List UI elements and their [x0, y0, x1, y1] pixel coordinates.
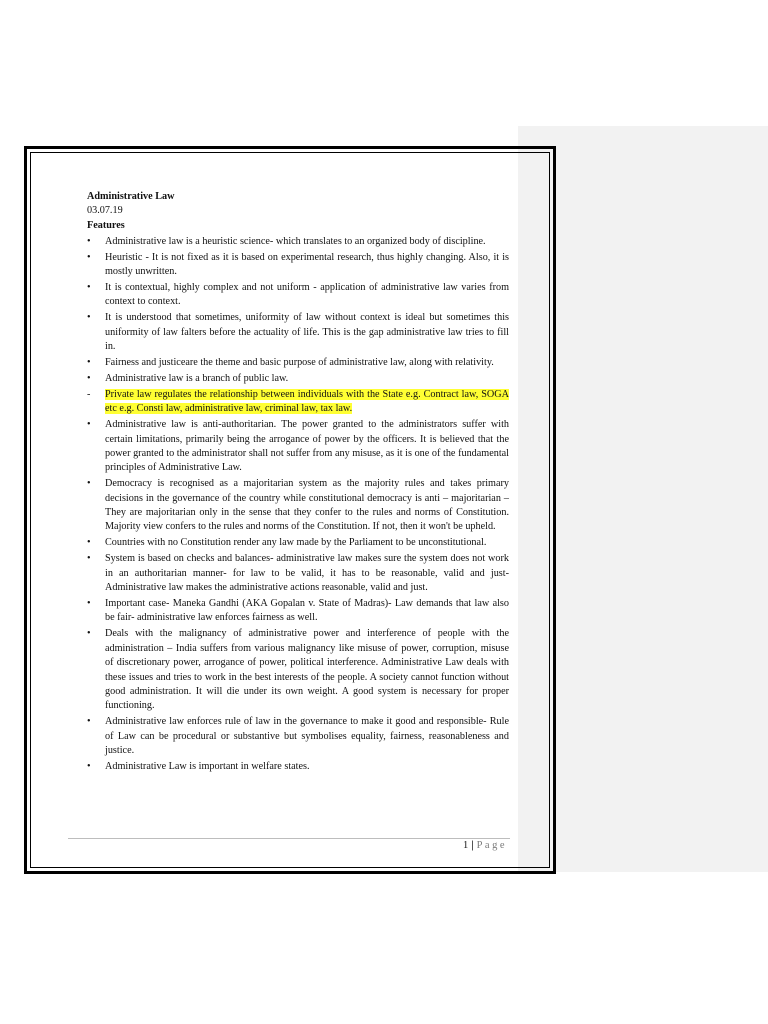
list-item-text: Administrative law enforces rule of law in the governance to make it good and responsible- Rule of Law can be procedural or substantive but symbolises equality, fairness, reasonableness and justice. [105, 716, 509, 757]
bullet-marker: • [87, 356, 91, 368]
document-title: Administrative Law [87, 191, 175, 202]
bullet-marker: • [87, 478, 91, 490]
highlighted-list-item-text: Private law regulates the relationship between individuals with the State e.g. Contract law, SOGA etc e.g. Consti law, administrative law, criminal law, tax law. [105, 388, 509, 415]
list-item-text: Important case- Maneka Gandhi (AKA Gopalan v. State of Madras)- Law demands that law also be fair- administrative law enforces fairness as well. [105, 597, 509, 624]
bullet-marker: • [87, 597, 91, 609]
bullet-marker: • [87, 716, 91, 728]
list-item-text: Administrative law is a heuristic science- which translates to an organized body of discipline. [105, 235, 486, 247]
list-item [87, 311, 509, 354]
list-item-text: Fairness and justiceare the theme and basic purpose of administrative law, along with relativity. [105, 356, 494, 368]
dash-marker: - [87, 388, 91, 400]
page-number: 1 [463, 840, 469, 851]
features-list [87, 235, 509, 775]
bullet-marker: • [87, 553, 91, 565]
bullet-marker: • [87, 372, 91, 384]
list-item [87, 251, 509, 280]
list-item [87, 552, 509, 595]
section-heading: Features [87, 219, 125, 231]
bullet-marker: • [87, 760, 91, 772]
document-body [87, 190, 509, 774]
list-item [87, 477, 509, 535]
list-item [87, 418, 509, 476]
list-item-text: It is understood that sometimes, uniformity of law without context is ideal but sometimes this uniformity of law falters before the actuality of life. This is the gap administrative law tries to fill in. [105, 312, 509, 353]
bullet-marker: • [87, 312, 91, 324]
list-item [87, 388, 509, 417]
list-item [87, 536, 509, 550]
list-item [87, 715, 509, 758]
list-item [87, 627, 509, 713]
bullet-marker: • [87, 235, 91, 247]
list-item-text: Deals with the malignancy of administrative power and interference of people with the administration – India suffers from various malignancy like misuse of power, corruption, misuse of discretionary power, arrogance of power, political interference. Administrative Law deals with these issues and tries to work in the best interests of the people. A society cannot function without good administration. It will die under its own weight. A good system is necessary for proper functioning. [105, 628, 509, 712]
list-item-text: It is contextual, highly complex and not uniform - application of administrative law varies from context to context. [105, 281, 509, 308]
list-item-text: Heuristic - It is not fixed as it is based on experimental research, thus highly changing. Also, it is mostly unwritten. [105, 251, 509, 278]
bullet-marker: • [87, 419, 91, 431]
list-item-text: Administrative Law is important in welfare states. [105, 760, 310, 772]
footer-separator: | [471, 840, 474, 851]
list-item-text: Countries with no Constitution render any law made by the Parliament to be unconstitutional. [105, 537, 487, 549]
bullet-marker: • [87, 251, 91, 263]
list-item-text: Administrative law is a branch of public law. [105, 372, 289, 384]
list-item [87, 356, 509, 370]
list-item [87, 372, 509, 386]
list-item [87, 760, 509, 774]
page-label: Page [476, 840, 507, 851]
document-date: 03.07.19 [87, 205, 123, 217]
bullet-marker: • [87, 537, 91, 549]
page-footer [380, 839, 507, 853]
list-item-text: Administrative law is anti-authoritarian. The power granted to the administrators suffer with certain limitations, primarily being the arrogance of power by the officers. It is believed that the power granted to the administrator shall not suffer from any misuse, as it is one of the fundamental principles of Administrative Law. [105, 419, 509, 474]
list-item [87, 235, 509, 249]
list-item-text: System is based on checks and balances- administrative law makes sure the system does not work in an authoritarian manner- for law to be valid, it has to be reasonable, valid and just- Administrative law makes the administrative actions reasonable, valid and just. [105, 553, 509, 594]
bullet-marker: • [87, 281, 91, 293]
list-item [87, 281, 509, 310]
list-item [87, 597, 509, 626]
list-item-text: Democracy is recognised as a majoritarian system as the majority rules and takes primary decisions in the governance of the country while constitutional democracy is anti – majoritarian – They are majoritarian only in the sense that they confer to the rules and norms of Constitution. Majority view confers to the rules and norms of the Constitution. If not, then it won't be upheld. [105, 478, 509, 533]
bullet-marker: • [87, 628, 91, 640]
